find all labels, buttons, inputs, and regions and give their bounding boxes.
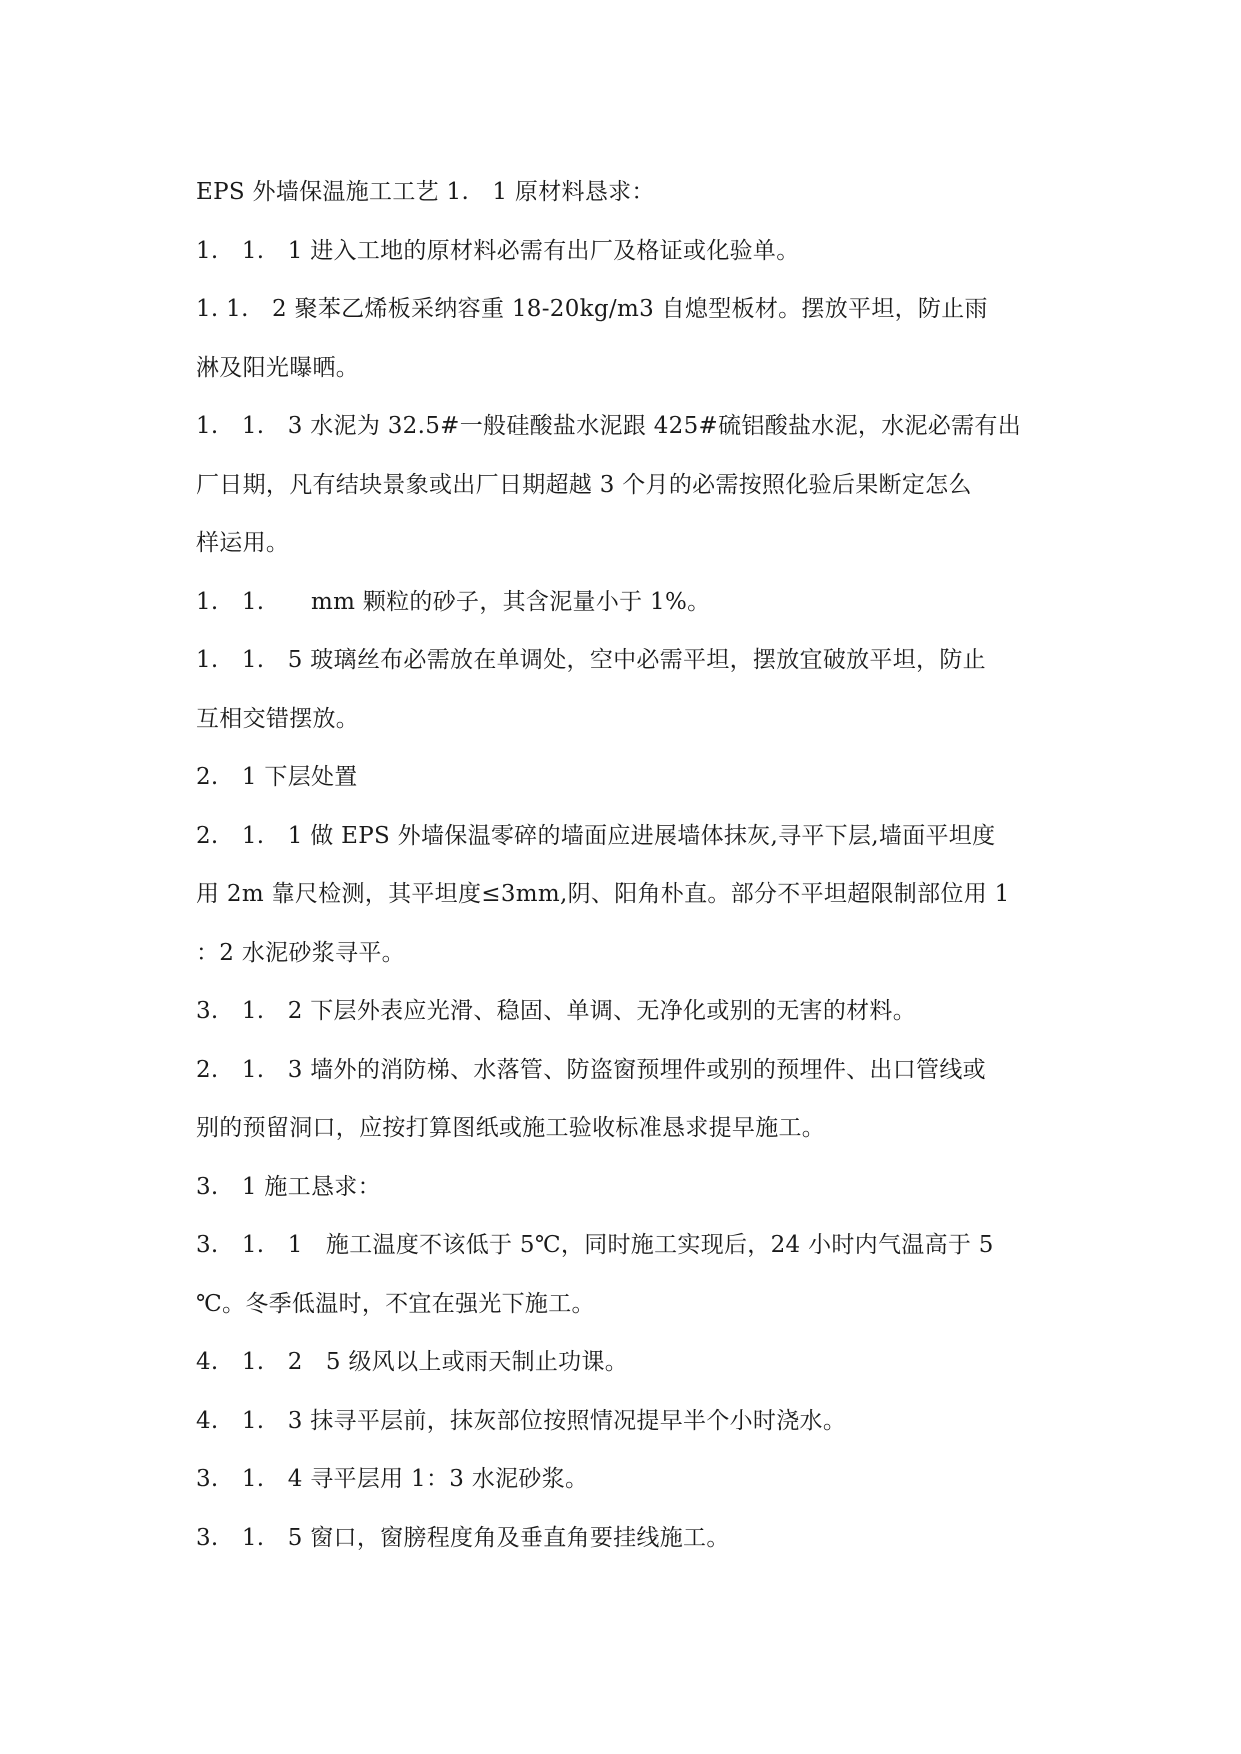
- text-line: 3. 1 施工恳求：: [196, 1173, 381, 1200]
- text-line: 互相交错摆放。: [196, 705, 360, 732]
- text-line: 2. 1 下层处置: [196, 764, 358, 790]
- text-line: 3. 1. 5 窗口，窗膀程度角及垂直角要挂线施工。: [196, 1524, 730, 1551]
- text-line: 淋及阳光曝晒。: [196, 354, 360, 381]
- text-line: ：2 水泥砂浆寻平。: [196, 939, 405, 966]
- text-line: 2. 1. 1 做 EPS 外墙保温零碎的墙面应进展墙体抹灰,寻平下层,墙面平坦度: [196, 822, 996, 849]
- text-line: 厂日期，凡有结块景象或出厂日期超越 3 个月的必需按照化验后果断定怎么: [196, 471, 972, 498]
- text-line: 1. 1. mm 颗粒的砂子，其含泥量小于 1%。: [196, 588, 711, 615]
- text-line: 1. 1. 1 进入工地的原材料必需有出厂及格证或化验单。: [196, 237, 800, 264]
- text-line: 1. 1. 5 玻璃丝布必需放在单调处，空中必需平坦，摆放宜破放平坦，防止: [196, 647, 986, 673]
- text-line: 4. 1. 3 抹寻平层前，抹灰部位按照情况提早半个小时浇水。: [196, 1407, 847, 1434]
- text-line: 4. 1. 2 5 级风以上或雨天制止功课。: [196, 1349, 629, 1375]
- text-line: 用 2m 靠尺检测，其平坦度≤3mm,阴、阳角朴直。部分不平坦超限制部位用 1: [196, 881, 1010, 907]
- text-line: 3. 1. 2 下层外表应光滑、稳固、单调、无净化或别的无害的材料。: [196, 998, 917, 1024]
- text-line: ℃。冬季低温时，不宜在强光下施工。: [196, 1290, 595, 1317]
- text-line: 样运用。: [196, 530, 290, 556]
- text-line: 1. 1. 2 聚苯乙烯板采纳容重 18-20kg/m3 自熄型板材。摆放平坦，防止雨: [196, 296, 988, 322]
- text-line: 3. 1. 4 寻平层用 1：3 水泥砂浆。: [196, 1466, 589, 1492]
- text-line: 1. 1. 3 水泥为 32.5#一般硅酸盐水泥跟 425#硫铝酸盐水泥，水泥必需有出: [196, 413, 1022, 439]
- text-line: 别的预留洞口，应按打算图纸或施工验收标准恳求提早施工。: [196, 1115, 826, 1141]
- text-line: 2. 1. 3 墙外的消防梯、水落管、防盗窗预埋件或别的预埋件、出口管线或: [196, 1056, 986, 1083]
- text-line: EPS 外墙保温施工工艺 1. 1 原材料恳求：: [196, 179, 655, 205]
- text-line: 3. 1. 1 施工温度不该低于 5℃，同时施工实现后，24 小时内气温高于 5: [196, 1232, 994, 1258]
- document-body: [196, 163, 1056, 1567]
